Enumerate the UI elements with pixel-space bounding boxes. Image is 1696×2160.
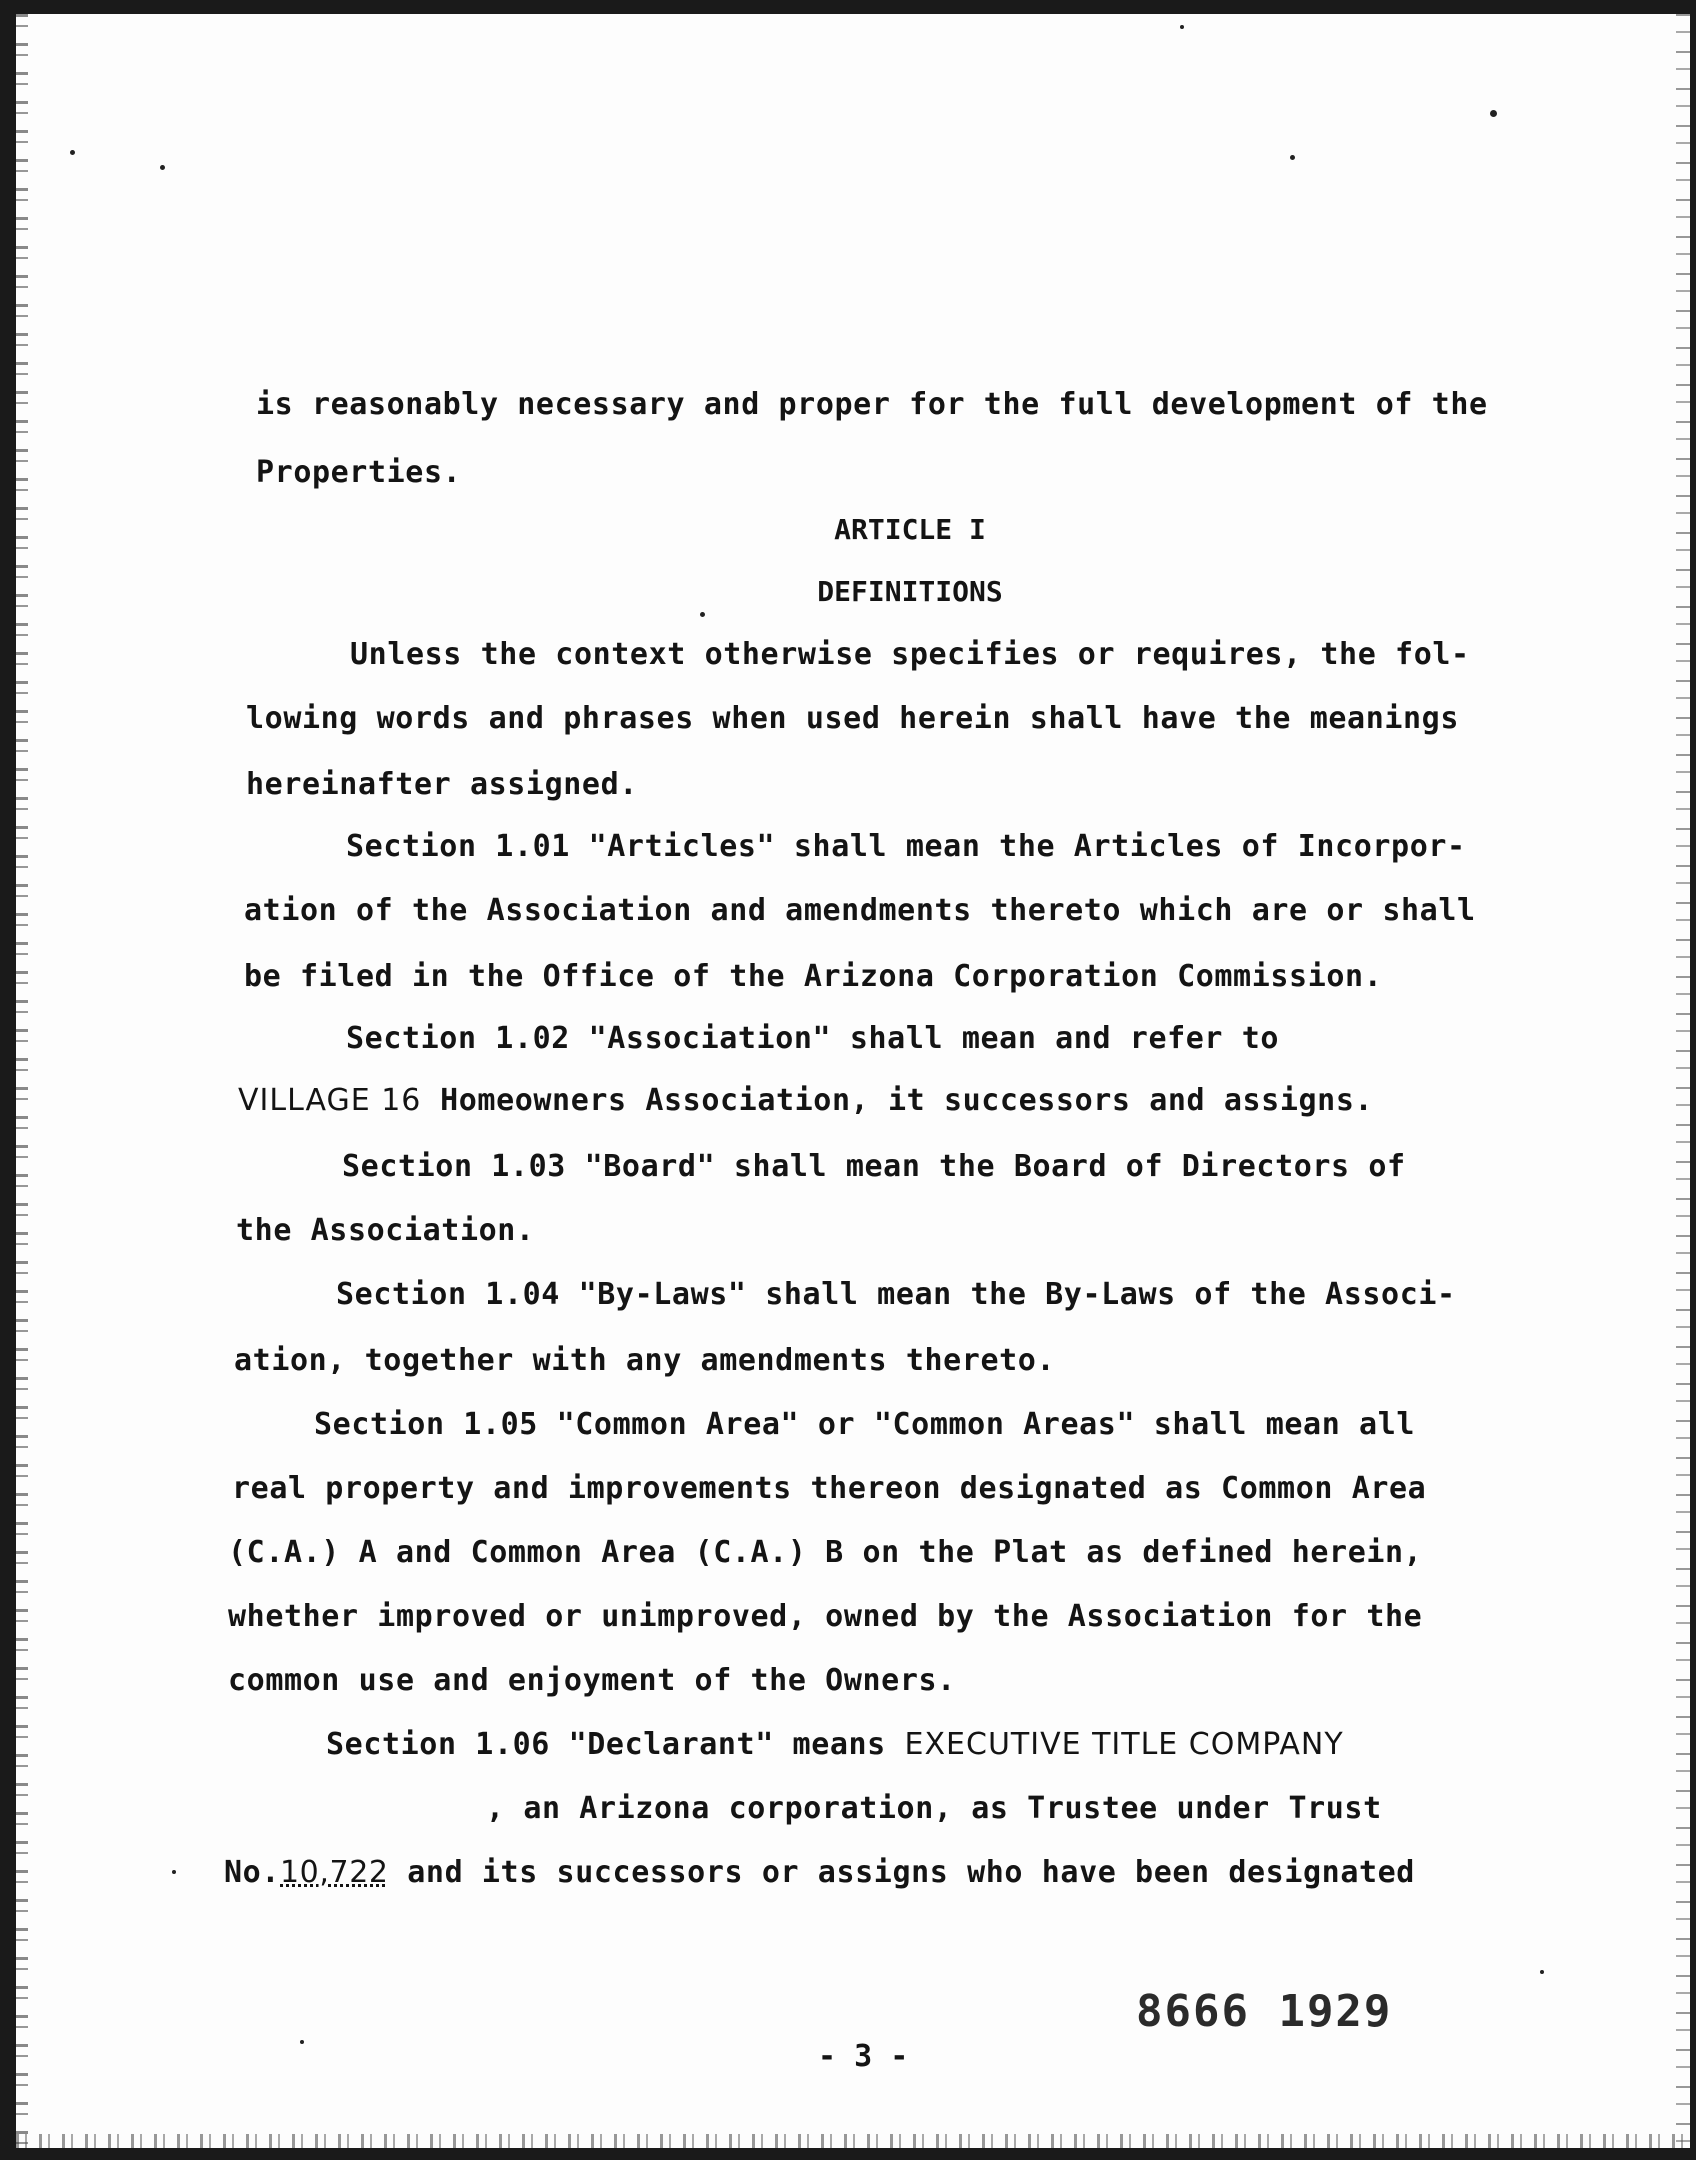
recording-stamp: 8666 1929 bbox=[1136, 1986, 1393, 2037]
association-name: VILLAGE 16 bbox=[238, 1083, 422, 1118]
declarant-name: EXECUTIVE TITLE COMPANY bbox=[904, 1727, 1344, 1762]
body-line: , an Arizona corporation, as Trustee under Trust bbox=[486, 1791, 1382, 1826]
body-line: is reasonably necessary and proper for the full development of the bbox=[256, 387, 1488, 422]
scan-speck bbox=[172, 1870, 176, 1874]
body-line: lowing words and phrases when used herein shall have the meanings bbox=[246, 701, 1459, 736]
trust-prefix: No. bbox=[224, 1855, 280, 1890]
scan-speck bbox=[700, 612, 705, 617]
scan-speck bbox=[1490, 110, 1497, 117]
body-line: real property and improvements thereon designated as Common Area bbox=[232, 1471, 1427, 1506]
body-line-text: Homeowners Association, it successors and assigns. bbox=[440, 1083, 1374, 1118]
body-line: ation of the Association and amendments thereto which are or shall bbox=[244, 893, 1476, 928]
body-line: Properties. bbox=[256, 455, 462, 490]
scan-speck bbox=[1180, 25, 1184, 29]
scan-speck bbox=[300, 2040, 304, 2044]
article-heading: ARTICLE I bbox=[834, 513, 986, 546]
body-line bbox=[238, 1083, 1374, 1118]
body-line: the Association. bbox=[236, 1213, 535, 1248]
scan-speck bbox=[1540, 1970, 1544, 1974]
body-line: hereinafter assigned. bbox=[246, 767, 638, 802]
trust-number: 10,722 bbox=[280, 1855, 389, 1890]
section-1-05: Section 1.05 "Common Area" or "Common Areas" shall mean all bbox=[314, 1407, 1416, 1442]
body-line bbox=[224, 1855, 1415, 1890]
article-subheading: DEFINITIONS bbox=[817, 575, 1003, 608]
section-1-01: Section 1.01 "Articles" shall mean the Articles of Incorpor- bbox=[346, 829, 1466, 864]
body-line: common use and enjoyment of the Owners. bbox=[228, 1663, 956, 1698]
section-1-06-text: Section 1.06 "Declarant" means bbox=[326, 1727, 886, 1762]
page-number: - 3 - bbox=[818, 2039, 909, 2074]
scan-speck bbox=[1290, 155, 1295, 160]
body-line: ation, together with any amendments thereto. bbox=[234, 1343, 1056, 1378]
section-1-03: Section 1.03 "Board" shall mean the Board of Directors of bbox=[342, 1149, 1406, 1184]
body-line: Unless the context otherwise specifies or requires, the fol- bbox=[350, 637, 1470, 672]
body-line: (C.A.) A and Common Area (C.A.) B on the Plat as defined herein, bbox=[228, 1535, 1423, 1570]
body-line: be filed in the Office of the Arizona Corporation Commission. bbox=[244, 959, 1383, 994]
body-line: whether improved or unimproved, owned by the Association for the bbox=[228, 1599, 1423, 1634]
section-1-04: Section 1.04 "By-Laws" shall mean the By-Laws of the Associ- bbox=[336, 1277, 1456, 1312]
scan-speck bbox=[70, 150, 75, 155]
section-1-02: Section 1.02 "Association" shall mean and refer to bbox=[346, 1021, 1280, 1056]
scan-speck bbox=[160, 165, 165, 170]
body-line-text: and its successors or assigns who have been designated bbox=[407, 1855, 1415, 1890]
section-1-06 bbox=[326, 1727, 1344, 1762]
